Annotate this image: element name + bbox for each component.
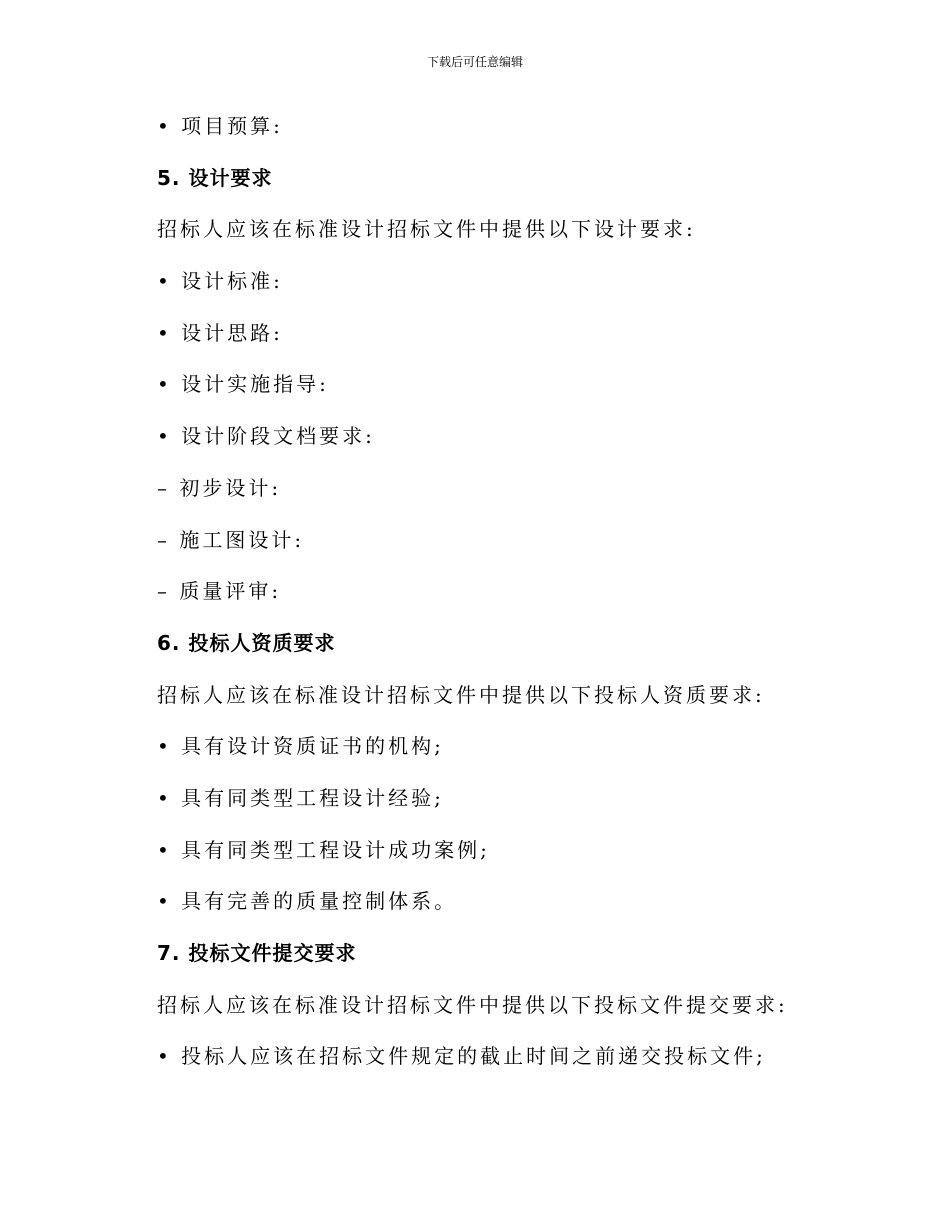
section-heading-7: 7. 投标文件提交要求	[157, 941, 357, 965]
bullet-design-standard: • 设计标准:	[157, 269, 283, 294]
paragraph-submission-requirements: 招标人应该在标准设计招标文件中提供以下投标文件提交要求:	[157, 992, 788, 1017]
section-heading-5: 5. 设计要求	[157, 165, 273, 190]
paragraph-design-requirements: 招标人应该在标准设计招标文件中提供以下设计要求:	[157, 217, 696, 242]
bullet-qualification-certificate: • 具有设计资质证书的机构;	[157, 734, 444, 759]
sub-item-quality-review: – 质量评审:	[157, 579, 282, 604]
page-header: 下载后可任意编辑	[426, 55, 523, 69]
document-body	[157, 112, 857, 1094]
bullet-design-stage-documents: • 设计阶段文档要求:	[157, 424, 375, 449]
bullet-project-budget: • 项目预算:	[157, 114, 283, 138]
bullet-successful-cases: • 具有同类型工程设计成功案例;	[157, 837, 490, 862]
bullet-similar-experience: • 具有同类型工程设计经验;	[157, 785, 444, 810]
sub-item-preliminary-design: – 初步设计:	[157, 475, 282, 500]
bullet-design-implementation-guide: • 设计实施指导:	[157, 372, 329, 397]
bullet-quality-control-system: • 具有完善的质量控制体系。	[157, 889, 458, 914]
sub-item-construction-drawing-design: – 施工图设计:	[157, 527, 305, 552]
bullet-design-approach: • 设计思路:	[157, 320, 283, 345]
bullet-submission-deadline: • 投标人应该在招标文件规定的截止时间之前递交投标文件;	[157, 1044, 766, 1069]
paragraph-bidder-qualifications: 招标人应该在标准设计招标文件中提供以下投标人资质要求:	[157, 682, 765, 707]
section-heading-6: 6. 投标人资质要求	[157, 630, 336, 655]
